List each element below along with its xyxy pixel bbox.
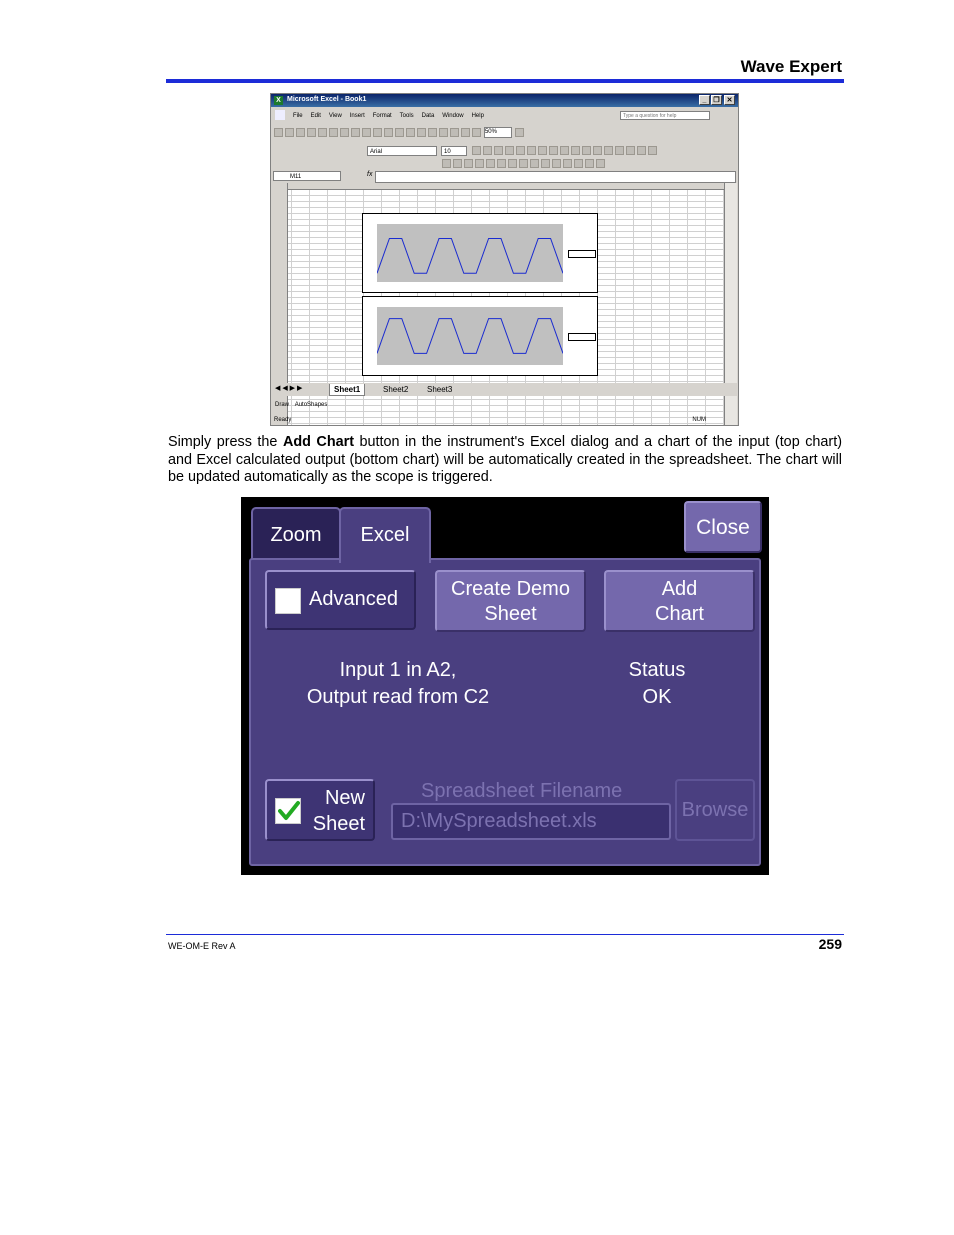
- toolbar-icon[interactable]: [585, 159, 594, 168]
- advanced-checkbox[interactable]: [265, 570, 416, 630]
- add-chart-button[interactable]: [604, 570, 755, 632]
- excel-doc-icon: [275, 110, 285, 120]
- advanced-label: Advanced: [309, 588, 398, 610]
- borders-icon[interactable]: [626, 146, 635, 155]
- bold-icon[interactable]: [472, 146, 481, 155]
- checkmark-icon: [278, 800, 300, 822]
- toolbar-icon[interactable]: [486, 159, 495, 168]
- standard-toolbar: [273, 126, 735, 139]
- new-sheet-label: [313, 785, 365, 837]
- font-size-select[interactable]: 10: [441, 146, 467, 156]
- output-series-line: [377, 319, 563, 354]
- increase-decimal-icon[interactable]: [582, 146, 591, 155]
- header-rule: [166, 79, 844, 83]
- save-icon[interactable]: [296, 128, 305, 137]
- new-icon[interactable]: [274, 128, 283, 137]
- create-demo-sheet-button[interactable]: [435, 570, 586, 632]
- excel-screenshot: [270, 93, 739, 426]
- toolbar-icon[interactable]: [508, 159, 517, 168]
- tab-nav-icon[interactable]: ◀ ◀ ▶ ▶: [275, 385, 303, 392]
- spreadsheet-filename-label: Spreadsheet Filename: [421, 780, 623, 802]
- excel-dialog: [241, 497, 769, 875]
- toolbar-icon[interactable]: [475, 159, 484, 168]
- tab-zoom[interactable]: Zoom: [251, 507, 341, 560]
- spelling-icon[interactable]: [340, 128, 349, 137]
- para-before: Simply press the: [168, 434, 283, 450]
- copy-icon[interactable]: [362, 128, 371, 137]
- sort-asc-icon[interactable]: [439, 128, 448, 137]
- font-select[interactable]: Arial: [367, 146, 437, 156]
- add-chart-label-1: Add: [661, 578, 698, 600]
- preview-icon[interactable]: [329, 128, 338, 137]
- input-output-info: [293, 657, 503, 711]
- open-icon[interactable]: [285, 128, 294, 137]
- percent-icon[interactable]: [560, 146, 569, 155]
- menu-help[interactable]: Help: [471, 113, 484, 119]
- redo-icon[interactable]: [406, 128, 415, 137]
- print-icon[interactable]: [318, 128, 327, 137]
- input-chart-svg: [377, 224, 563, 282]
- hyperlink-icon[interactable]: [417, 128, 426, 137]
- email-icon[interactable]: [307, 128, 316, 137]
- input-chart-plot: [377, 224, 563, 282]
- toolbar-icon[interactable]: [574, 159, 583, 168]
- status-bar: [271, 414, 738, 426]
- restore-icon[interactable]: ❐: [711, 95, 722, 105]
- drawing-toolbar: [271, 399, 738, 412]
- autoshapes-menu[interactable]: AutoShapes: [294, 402, 328, 408]
- status-ready: Ready: [274, 417, 292, 423]
- formula-bar[interactable]: [375, 171, 736, 183]
- sheet-tabs-bar: [271, 383, 738, 396]
- format-painter-icon[interactable]: [384, 128, 393, 137]
- comma-icon[interactable]: [571, 146, 580, 155]
- excel-panel: [249, 558, 761, 866]
- tab-sheet2[interactable]: Sheet2: [383, 385, 409, 394]
- add-chart-label-2: Chart: [655, 603, 704, 625]
- toolbar-icon[interactable]: [464, 159, 473, 168]
- toolbar-icon[interactable]: [453, 159, 462, 168]
- footer-doc-id: WE-OM-E Rev A: [168, 941, 236, 951]
- menu-data[interactable]: Data: [421, 113, 435, 119]
- browse-button[interactable]: Browse: [675, 779, 755, 841]
- name-box[interactable]: M11: [273, 171, 341, 181]
- status-label: Status: [628, 659, 686, 681]
- new-sheet-checkbox[interactable]: [265, 779, 375, 841]
- zoom-select[interactable]: 50%: [484, 127, 512, 138]
- output-chart-legend: [568, 333, 596, 341]
- menu-insert[interactable]: Insert: [349, 113, 365, 119]
- menu-file[interactable]: File: [292, 113, 303, 119]
- cut-icon[interactable]: [351, 128, 360, 137]
- menu-tools[interactable]: Tools: [399, 113, 414, 119]
- toolbar-icon[interactable]: [442, 159, 451, 168]
- tab-sheet3[interactable]: Sheet3: [427, 385, 453, 394]
- help-icon[interactable]: [515, 128, 524, 137]
- status-info: [617, 657, 697, 711]
- input-chart-legend: [568, 250, 596, 258]
- page-number: 259: [818, 936, 842, 952]
- output-chart-plot: [377, 307, 563, 365]
- status-value: OK: [642, 686, 672, 708]
- new-sheet-checkbox-box: [275, 798, 301, 824]
- chart-toolbar: [441, 157, 731, 170]
- undo-icon[interactable]: [395, 128, 404, 137]
- close-button[interactable]: Close: [684, 501, 762, 553]
- spreadsheet-filename-field[interactable]: D:\MySpreadsheet.xls: [391, 803, 671, 840]
- paste-icon[interactable]: [373, 128, 382, 137]
- help-search-input[interactable]: Type a question for help: [620, 111, 710, 120]
- increase-indent-icon[interactable]: [615, 146, 624, 155]
- toolbar-icon[interactable]: [596, 159, 605, 168]
- merge-icon[interactable]: [538, 146, 547, 155]
- italic-icon[interactable]: [483, 146, 492, 155]
- close-icon[interactable]: ✕: [724, 95, 735, 105]
- menu-edit[interactable]: Edit: [310, 113, 321, 119]
- create-demo-label-1: Create Demo: [451, 578, 570, 600]
- input-info-line: Input 1 in A2,: [339, 659, 457, 681]
- toolbar-icon[interactable]: [497, 159, 506, 168]
- toolbar-icon[interactable]: [552, 159, 561, 168]
- align-right-icon[interactable]: [527, 146, 536, 155]
- drawing-icon[interactable]: [472, 128, 481, 137]
- excel-title-bar: [271, 94, 738, 107]
- create-demo-label-2: Sheet: [484, 603, 537, 625]
- align-center-icon[interactable]: [516, 146, 525, 155]
- advanced-checkbox-box: [275, 588, 301, 614]
- output-chart-svg: [377, 307, 563, 365]
- fx-icon: fx: [367, 171, 373, 178]
- menu-window[interactable]: Window: [442, 113, 464, 119]
- new-sheet-label-2: Sheet: [312, 813, 365, 835]
- chart-wizard-icon[interactable]: [461, 128, 470, 137]
- draw-menu[interactable]: Draw: [275, 402, 290, 408]
- formatting-toolbar: [471, 144, 731, 157]
- toolbar-icon[interactable]: [541, 159, 550, 168]
- decrease-decimal-icon[interactable]: [593, 146, 602, 155]
- align-left-icon[interactable]: [505, 146, 514, 155]
- toolbar-icon[interactable]: [519, 159, 528, 168]
- input-chart[interactable]: [362, 213, 598, 293]
- minimize-icon[interactable]: _: [699, 95, 710, 105]
- menu-view[interactable]: View: [328, 113, 342, 119]
- new-sheet-label-1: New: [324, 787, 365, 809]
- fill-color-icon[interactable]: [637, 146, 646, 155]
- toolbar-icon[interactable]: [530, 159, 539, 168]
- excel-window-title: Microsoft Excel - Book1: [287, 96, 367, 103]
- tab-sheet1[interactable]: Sheet1: [329, 384, 365, 396]
- column-headers: [273, 183, 725, 190]
- menu-format[interactable]: Format: [372, 113, 392, 119]
- body-paragraph: [168, 434, 842, 487]
- currency-icon[interactable]: [549, 146, 558, 155]
- input-series-line: [377, 239, 563, 274]
- output-info-line: Output read from C2: [306, 686, 490, 708]
- autosum-icon[interactable]: [428, 128, 437, 137]
- excel-logo-icon: X: [274, 96, 283, 105]
- para-bold: Add Chart: [282, 434, 355, 450]
- tab-excel[interactable]: Excel: [339, 507, 431, 563]
- status-num: NUM: [692, 417, 706, 423]
- footer-rule: [166, 934, 844, 935]
- underline-icon[interactable]: [494, 146, 503, 155]
- output-chart[interactable]: [362, 296, 598, 376]
- para-after: button in the instrument's Excel dialog and a chart of the input (top chart) and Excel calculated output (bottom chart) will be automatically created in the spreadsheet. The chart will be updated automatically as the scope is triggered.: [168, 434, 842, 485]
- sort-desc-icon[interactable]: [450, 128, 459, 137]
- page-header-title: Wave Expert: [740, 57, 842, 76]
- font-color-icon[interactable]: [648, 146, 657, 155]
- decrease-indent-icon[interactable]: [604, 146, 613, 155]
- toolbar-icon[interactable]: [563, 159, 572, 168]
